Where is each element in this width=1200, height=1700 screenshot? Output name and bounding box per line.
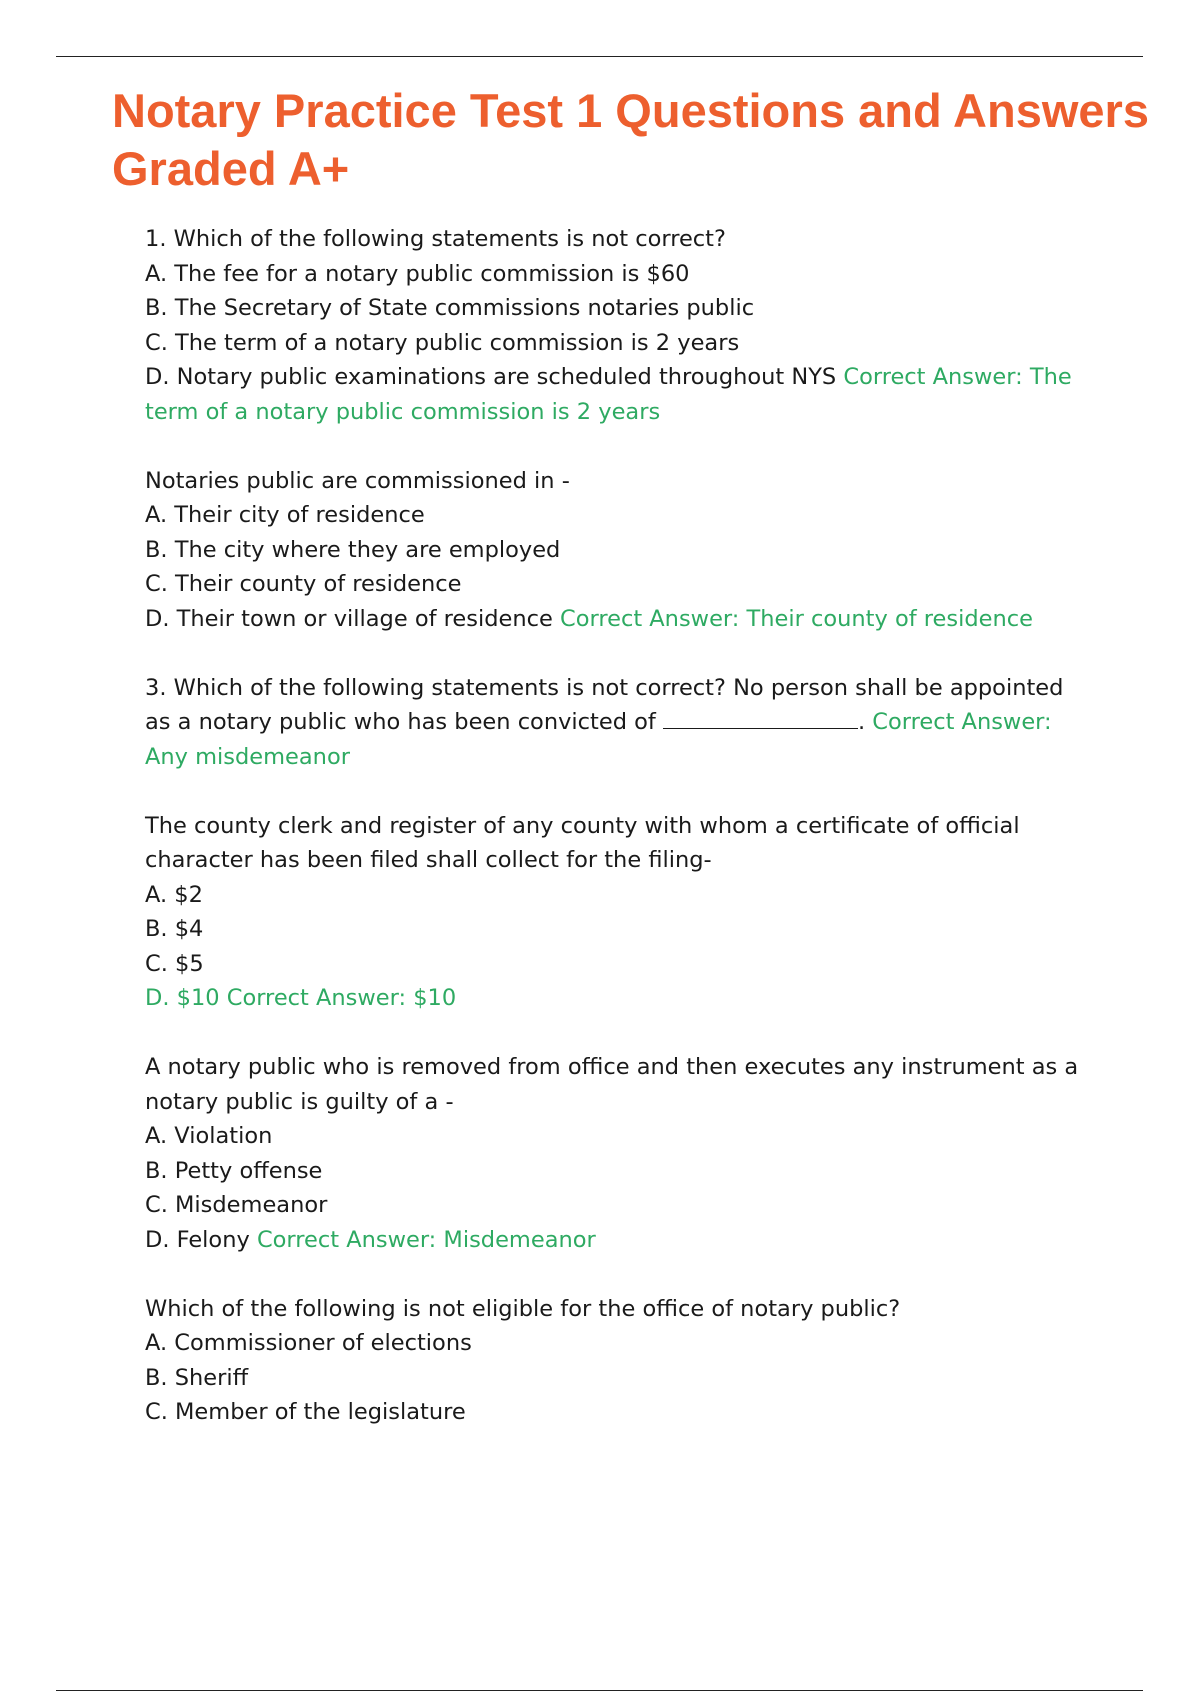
question-block-1 bbox=[145, 222, 1085, 429]
option-d: D. Notary public examinations are scheduled throughout NYS bbox=[145, 364, 837, 390]
option-c: C. Member of the legislature bbox=[145, 1399, 466, 1425]
question-prompt: Which of the following is not eligible for the office of notary public? bbox=[145, 1295, 901, 1322]
option-a: A. The fee for a notary public commission is $60 bbox=[145, 260, 690, 287]
option-c: C. Their county of residence bbox=[145, 571, 462, 597]
option-a: A. Violation bbox=[145, 1123, 273, 1149]
option-b: B. Sheriff bbox=[145, 1364, 249, 1391]
option-d-with-answer bbox=[145, 1223, 1085, 1258]
correct-answer: Correct Answer: The term of a notary public commission is 2 years bbox=[145, 364, 1072, 425]
question-block-4 bbox=[145, 809, 1085, 1016]
option-d-correct-answer: D. $10 Correct Answer: $10 bbox=[145, 985, 457, 1011]
top-rule bbox=[56, 56, 1143, 57]
option-a: A. Their city of residence bbox=[145, 502, 425, 528]
question-block-2 bbox=[145, 464, 1085, 637]
question-block-6 bbox=[145, 1292, 1085, 1430]
correct-answer: Correct Answer: Any misdemeanor bbox=[145, 709, 1052, 770]
document-title: Notary Practice Test 1 Questions and Answers Graded A+ bbox=[112, 84, 1149, 195]
question-prompt: 1. Which of the following statements is not correct? bbox=[145, 226, 726, 252]
correct-answer: Correct Answer: Misdemeanor bbox=[256, 1226, 596, 1253]
question-prompt: The county clerk and register of any county with whom a certificate of official character has been filed shall collect for the filing- bbox=[145, 812, 1020, 873]
question-prompt-with-answer bbox=[145, 671, 1085, 775]
document-body bbox=[145, 222, 1085, 1464]
option-d-with-answer bbox=[145, 602, 1085, 637]
option-c: C. Misdemeanor bbox=[145, 1192, 328, 1218]
question-block-5 bbox=[145, 1050, 1085, 1257]
option-a: A. Commissioner of elections bbox=[145, 1330, 472, 1356]
option-b: B. The city where they are employed bbox=[145, 536, 561, 563]
option-d: D. Felony bbox=[145, 1226, 250, 1253]
option-b: B. Petty offense bbox=[145, 1157, 323, 1184]
option-a: A. $2 bbox=[145, 881, 203, 908]
question-prompt: 3. Which of the following statements is not correct? No person shall be appointed as a notary public who has been convicted of bbox=[145, 674, 1064, 735]
option-c: C. The term of a notary public commission is 2 years bbox=[145, 329, 740, 356]
option-b: B. The Secretary of State commissions notaries public bbox=[145, 295, 755, 321]
prompt-end: . bbox=[857, 709, 866, 735]
bottom-rule bbox=[56, 1690, 1143, 1691]
option-d-with-answer bbox=[145, 360, 1085, 429]
question-prompt: Notaries public are commissioned in - bbox=[145, 467, 570, 494]
option-d: D. Their town or village of residence bbox=[145, 605, 553, 632]
option-b: B. $4 bbox=[145, 916, 204, 942]
question-block-3 bbox=[145, 671, 1085, 775]
question-prompt: A notary public who is removed from office and then executes any instrument as a notary public is guilty of a - bbox=[145, 1054, 1079, 1115]
fill-in-blank bbox=[663, 706, 858, 729]
correct-answer: Correct Answer: Their county of residence bbox=[560, 605, 1033, 632]
option-c: C. $5 bbox=[145, 950, 204, 977]
